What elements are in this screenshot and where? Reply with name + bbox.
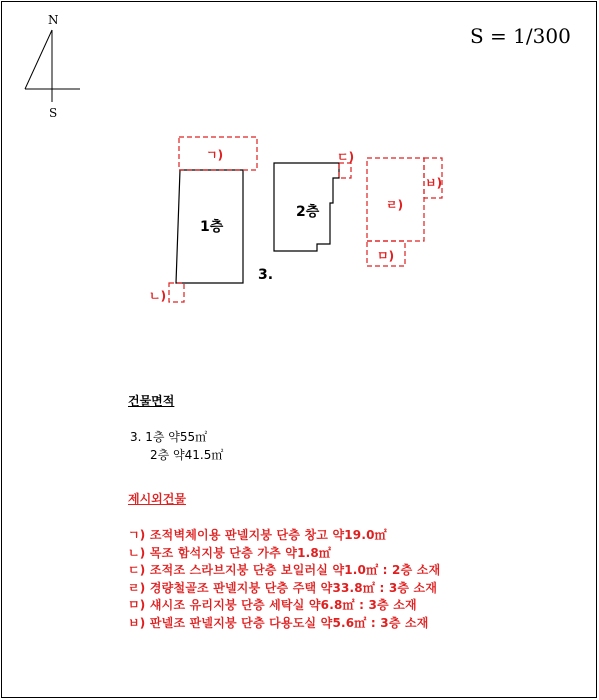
building-1f-label: 1층 (200, 219, 224, 235)
label-ma: ㅁ) (377, 249, 395, 263)
label-ba: ㅂ) (425, 176, 443, 190)
list-item: ㄹ) 경량철골조 판넬지붕 단층 주택 약33.8㎡ : 3층 소재 (128, 580, 438, 595)
list-item: ㄴ) 목조 함석지붕 단층 가추 약1.8㎡ (128, 545, 332, 560)
north-arrow-icon (25, 30, 80, 102)
north-label: N (48, 13, 59, 27)
label-ga: ㄱ) (206, 148, 224, 162)
label-da: ㄷ) (337, 150, 355, 164)
list-item: ㄷ) 조적조 스라브지붕 단층 보일러실 약1.0㎡ : 2층 소재 (128, 563, 441, 578)
list-item: ㅁ) 섀시조 유리지붕 단층 세탁실 약6.8㎡ : 3층 소재 (128, 598, 417, 613)
building-area-line-2: 2층 약41.5㎡ (150, 448, 224, 462)
building-2f-label: 2층 (296, 204, 320, 220)
label-na: ㄴ) (149, 289, 167, 303)
building-area-title: 건물면적 (128, 394, 175, 408)
list-item: ㄱ) 조적벽체이용 판넬지붕 단층 창고 약19.0㎡ (128, 528, 387, 542)
excluded-buildings-title: 제시외건물 (128, 492, 186, 506)
label-ra: ㄹ) (386, 198, 404, 212)
building-area-line-1: 3. 1층 약55㎡ (130, 430, 208, 444)
scale-label: S = 1/300 (470, 24, 571, 48)
south-label: S (49, 106, 58, 120)
list-item: ㅂ) 판넬조 판넬지붕 단층 다용도실 약5.6㎡ : 3층 소재 (128, 615, 429, 630)
outline-da (339, 163, 351, 178)
excluded-buildings-list (128, 527, 440, 633)
outline-na (169, 283, 184, 302)
lot-number: 3. (258, 267, 274, 283)
